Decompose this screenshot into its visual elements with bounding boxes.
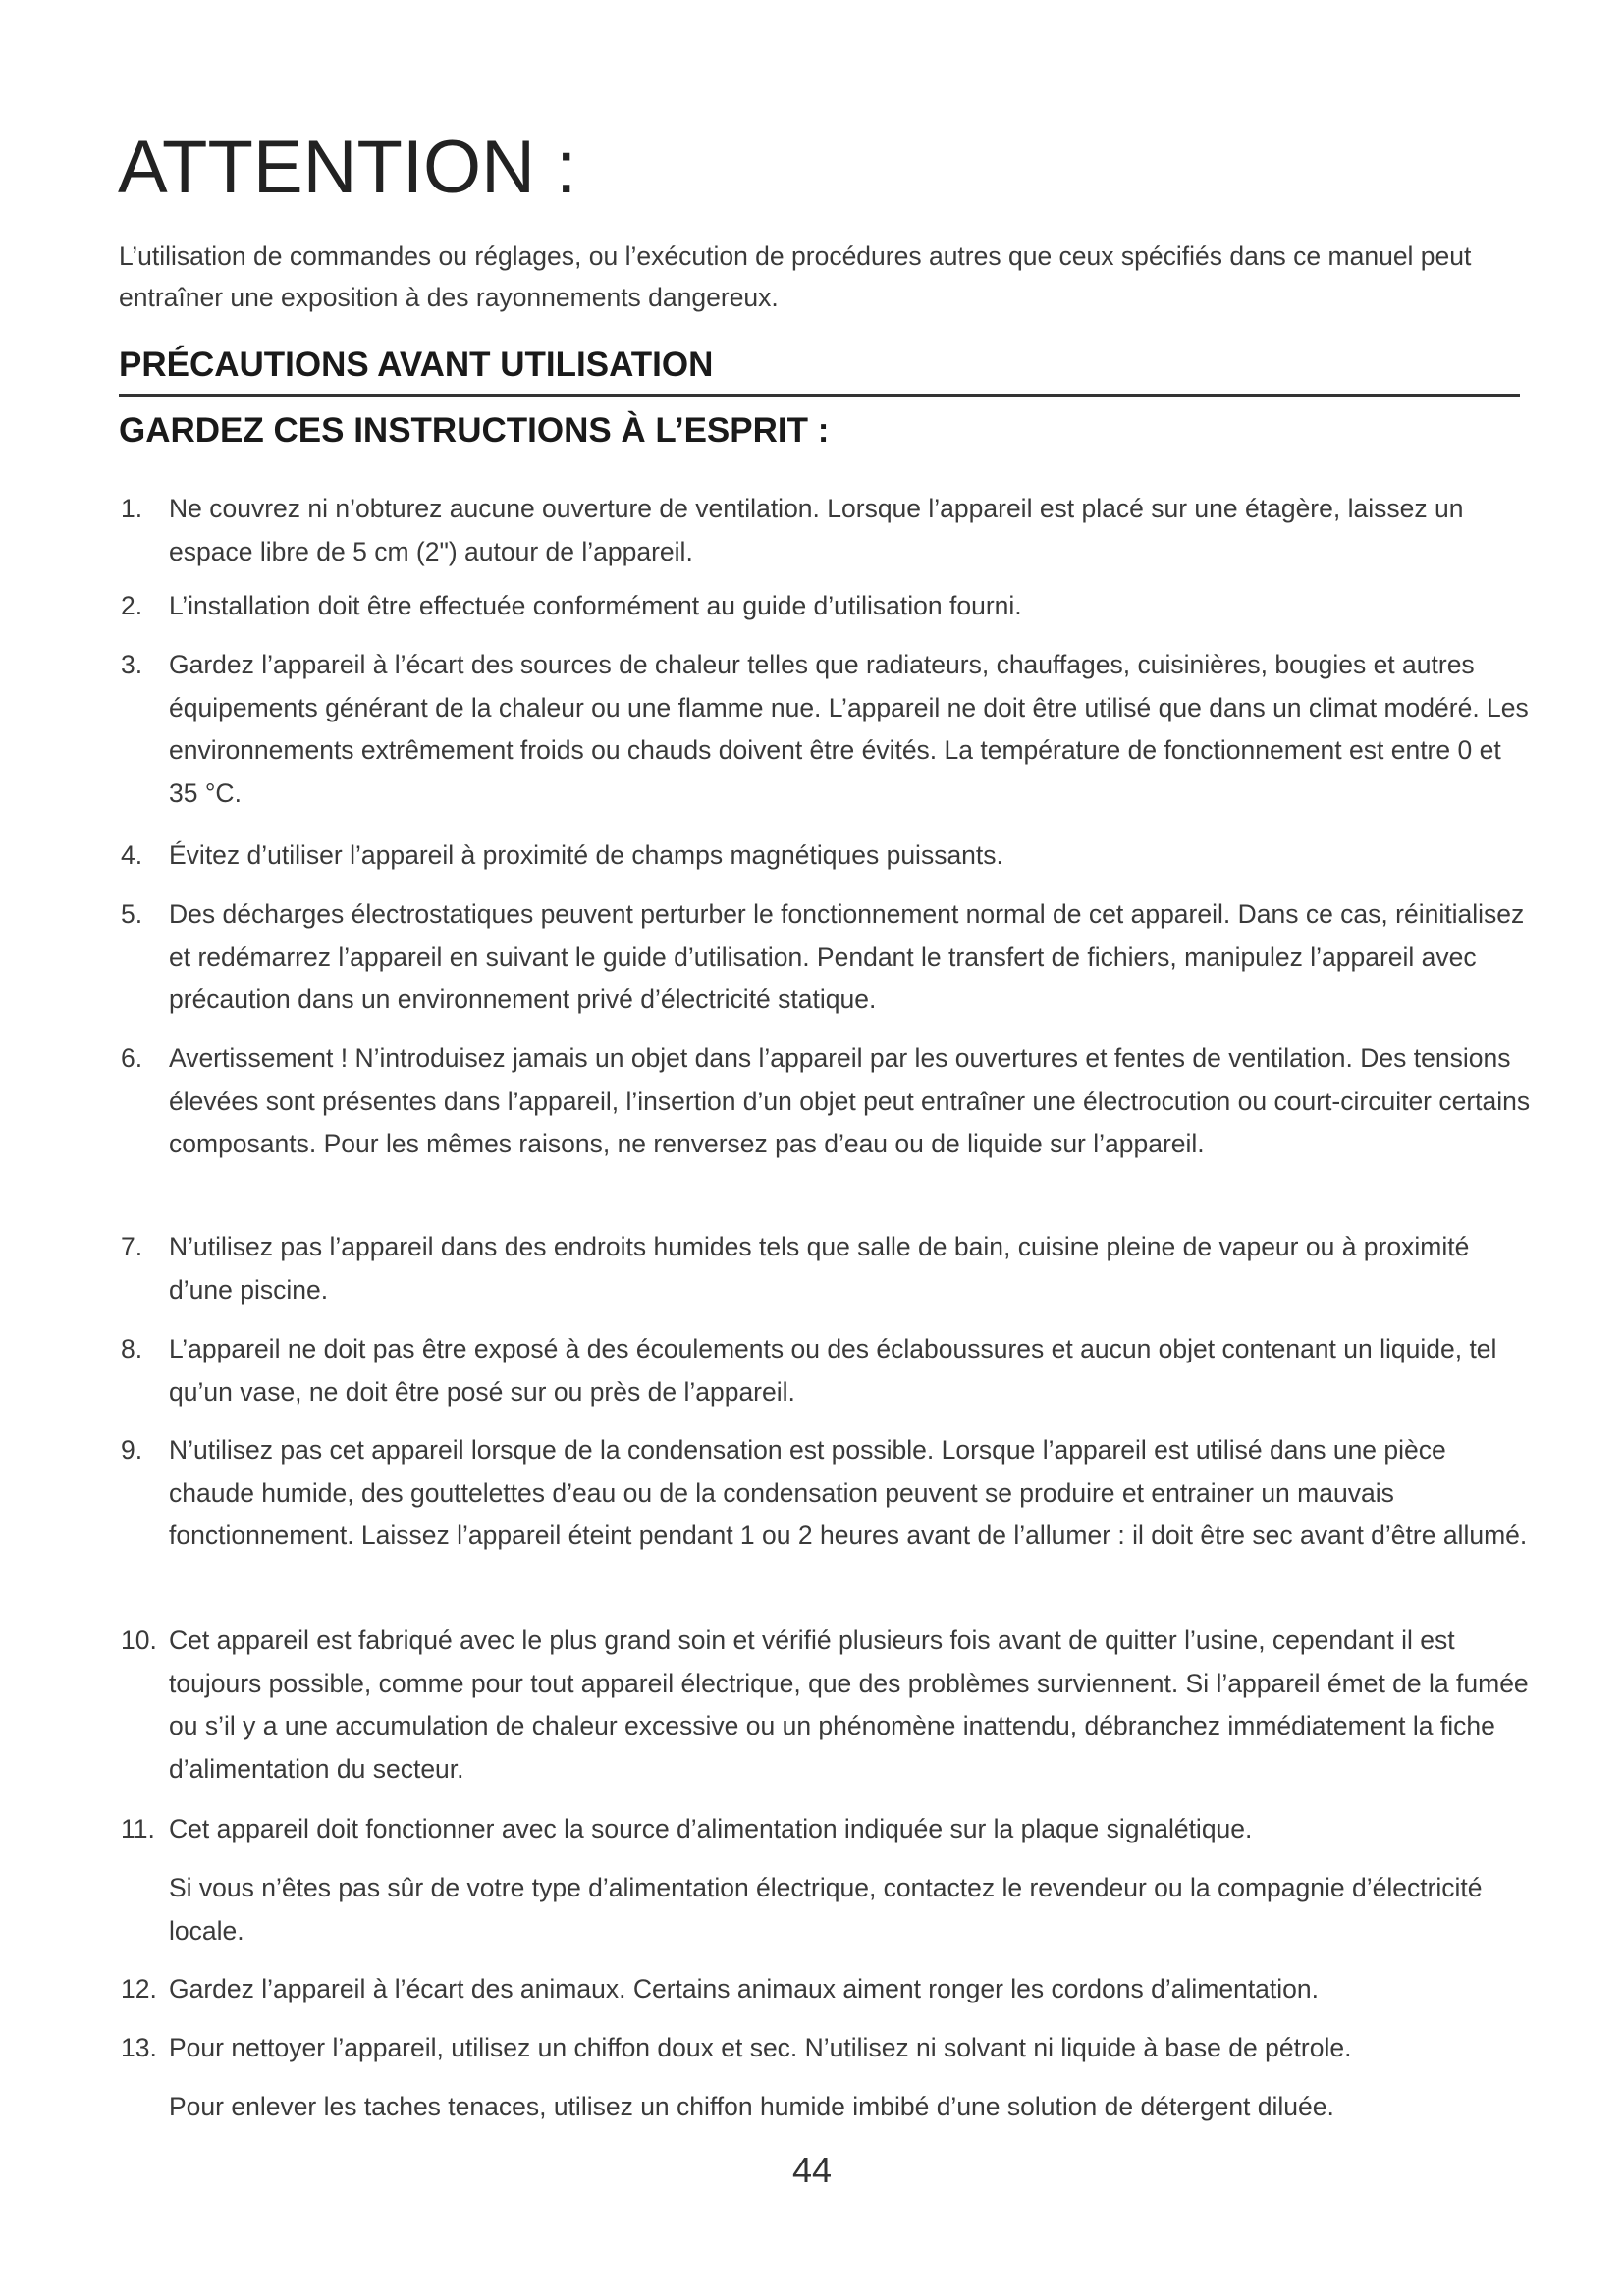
list-item-text: Des décharges électrostatiques peuvent perturber le fonctionnement normal de cet appareil. Dans ce cas, réinitialisez et redémarrez l’appareil en suivant le guide d’utilisation. Pendant le transfert de fichiers, manipulez l’appareil avec précaution dans un environnement privé d’électricité statique. [169, 899, 1525, 1014]
list-item [121, 1226, 1535, 1311]
section-subheading: GARDEZ CES INSTRUCTIONS À L’ESPRIT : [119, 411, 830, 450]
list-item [121, 585, 1535, 628]
list-item-text: Gardez l’appareil à l’écart des animaux. Certains animaux aiment ronger les cordons d’alimentation. [169, 1974, 1320, 2003]
list-item-note: Pour enlever les taches tenaces, utilisez un chiffon humide imbibé d’une solution de détergent diluée. [169, 2092, 1334, 2121]
list-item [121, 834, 1535, 878]
page-title: ATTENTION : [118, 126, 577, 209]
list-item-number: 2. [121, 591, 143, 620]
list-item [121, 2027, 1535, 2070]
list-item [121, 893, 1535, 1022]
list-item-text: Gardez l’appareil à l’écart des sources de chaleur telles que radiateurs, chauffages, cuisinières, bougies et autres équipements générant de la chaleur ou une flamme nue. L’appareil ne doit être utilisé que dans un climat modéré. Les environnements extrêmement froids ou chauds doivent être évités. La température de fonctionnement est entre 0 et 35 °C. [169, 650, 1529, 808]
list-item-text: N’utilisez pas cet appareil lorsque de la condensation est possible. Lorsque l’appareil est utilisé dans une pièce chaude humide, des gouttelettes d’eau ou de la condensation peuvent se produire et entrainer un mauvais fonctionnement. Laissez l’appareil éteint pendant 1 ou 2 heures avant de l’allumer : il doit être sec avant d’être allumé. [169, 1435, 1528, 1550]
list-item-number: 11. [121, 1814, 155, 1843]
list-item-number: 5. [121, 899, 143, 929]
list-item-text: L’installation doit être effectuée conformément au guide d’utilisation fourni. [169, 591, 1022, 620]
list-item-text: Pour nettoyer l’appareil, utilisez un chiffon doux et sec. N’utilisez ni solvant ni liquide à base de pétrole. [169, 2033, 1352, 2062]
list-item-text: Ne couvrez ni n’obturez aucune ouverture de ventilation. Lorsque l’appareil est placé sur une étagère, laissez un espace libre de 5 cm (2") autour de l’appareil. [169, 494, 1464, 566]
section-heading: PRÉCAUTIONS AVANT UTILISATION [119, 346, 714, 384]
list-item-number: 10. [121, 1626, 157, 1655]
list-item-number: 3. [121, 650, 143, 679]
list-item-number: 6. [121, 1043, 143, 1073]
page-number: 44 [791, 2150, 833, 2190]
intro-paragraph: L’utilisation de commandes ou réglages, ou l’exécution de procédures autres que ceux spécifiés dans ce manuel peut entraîner une exposition à des rayonnements dangereux. [119, 241, 1472, 312]
list-item-number: 4. [121, 840, 143, 870]
list-item-number: 7. [121, 1232, 143, 1261]
heading-divider [119, 394, 1520, 397]
list-item-text: Cet appareil doit fonctionner avec la source d’alimentation indiquée sur la plaque signalétique. [169, 1814, 1253, 1843]
list-item [121, 1808, 1535, 1851]
list-item-number: 13. [121, 2033, 157, 2062]
list-item-text: L’appareil ne doit pas être exposé à des écoulements ou des éclaboussures et aucun objet contenant un liquide, tel qu’un vase, ne doit être posé sur ou près de l’appareil. [169, 1334, 1497, 1407]
list-item-number: 8. [121, 1334, 143, 1363]
list-item [121, 644, 1535, 815]
list-item-number: 9. [121, 1435, 143, 1465]
list-item [121, 1038, 1535, 1166]
list-item-text: N’utilisez pas l’appareil dans des endroits humides tels que salle de bain, cuisine pleine de vapeur ou à proximité d’une piscine. [169, 1232, 1470, 1305]
list-item [121, 1968, 1535, 2011]
list-item [121, 488, 1535, 573]
list-item-number: 12. [121, 1974, 157, 2003]
list-item [121, 1328, 1535, 1414]
list-item [121, 1620, 1535, 1790]
list-item [121, 1429, 1535, 1558]
list-item-number: 1. [121, 494, 143, 523]
list-item-note: Si vous n’êtes pas sûr de votre type d’alimentation électrique, contactez le revendeur ou la compagnie d’électricité locale. [169, 1873, 1483, 1946]
list-item-text: Évitez d’utiliser l’appareil à proximité de champs magnétiques puissants. [169, 840, 1003, 870]
list-item-text: Cet appareil est fabriqué avec le plus grand soin et vérifié plusieurs fois avant de quitter l’usine, cependant il est toujours possible, comme pour tout appareil électrique, que des problèmes surviennent. Si l’appareil émet de la fumée ou s’il y a une accumulation de chaleur excessive ou un phénomène inattendu, débranchez immédiatement la fiche d’alimentation du secteur. [169, 1626, 1529, 1784]
list-item-text: Avertissement ! N’introduisez jamais un objet dans l’appareil par les ouvertures et fentes de ventilation. Des tensions élevées sont présentes dans l’appareil, l’insertion d’un objet peut entraîner une électrocution ou court-circuiter certains composants. Pour les mêmes raisons, ne renversez pas d’eau ou de liquide sur l’appareil. [169, 1043, 1531, 1158]
